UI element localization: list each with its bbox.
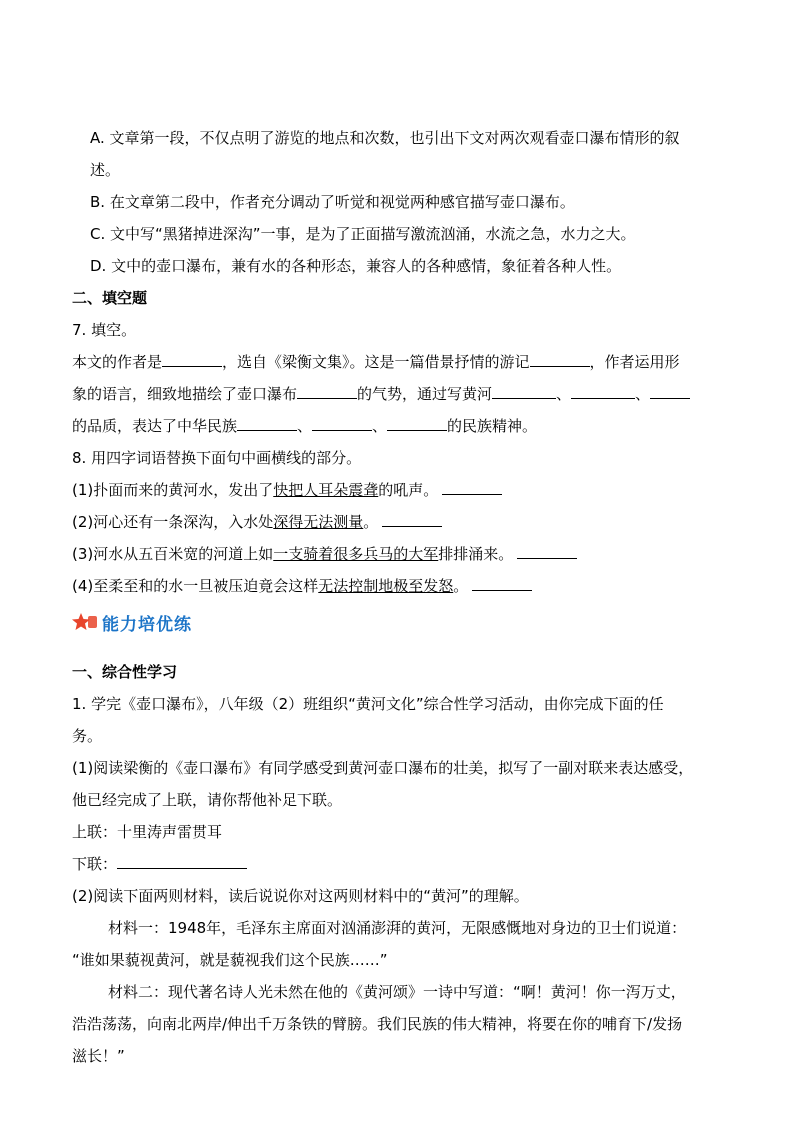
q8-text: (3)河水从五百米宽的河道上如 — [72, 545, 274, 563]
q7-text: 、 — [297, 417, 313, 435]
p1-line1: (1)阅读梁衡的《壶口瀑布》有同学感受到黄河壶口瀑布的壮美，拟写了一副对联来表达感受， — [72, 759, 694, 777]
worksheet-page — [72, 122, 732, 1072]
blank-spirit-2[interactable] — [312, 414, 372, 431]
q1-line2: 务。 — [72, 727, 103, 745]
option-c: C. 文中写“黑猪掉进深沟”一事，是为了正面描写激流汹涌，水流之急，水力之大。 — [90, 225, 636, 243]
option-a-line1: A. 文章第一段，不仅点明了游览的地点和次数，也引出下文对两次观看壶口瀑布情形的叙 — [90, 129, 680, 147]
blank-momentum[interactable] — [297, 382, 357, 399]
q8-sentence-2 — [72, 506, 732, 538]
q7-text: 象的语言，细致地描绘了壶口瀑布 — [72, 385, 298, 403]
q8-underlined: 一支骑着很多兵马的大军 — [273, 545, 439, 563]
q7-line2 — [72, 378, 732, 410]
blank-q8-4[interactable] — [472, 574, 532, 591]
q7-text: 、 — [556, 385, 572, 403]
material1-line2: “谁如果藐视黄河，就是藐视我们这个民族……” — [72, 951, 388, 969]
material1-line1: 材料一：1948年，毛泽东主席面对汹涌澎湃的黄河，无限感慨地对身边的卫士们说道： — [108, 919, 687, 937]
q8-text: 的吼声。 — [378, 481, 439, 499]
blank-quality-3[interactable] — [650, 382, 690, 399]
banner-title: 能力培优练 — [102, 614, 192, 635]
option-a-line2: 述。 — [90, 161, 121, 179]
star-badge-icon — [72, 612, 98, 632]
section-comp-heading: 一、综合性学习 — [72, 663, 178, 681]
blank-quality-1[interactable] — [492, 382, 556, 399]
blank-couplet-lower[interactable] — [117, 852, 247, 869]
q8-title: 8. 用四字词语替换下面句中画横线的部分。 — [72, 449, 362, 467]
q7-text: 的气势，通过写黄河 — [357, 385, 493, 403]
p1-line2: 他已经完成了上联，请你帮他补足下联。 — [72, 791, 343, 809]
p2-line: (2)阅读下面两则材料，读后说说你对这两则材料中的“黄河”的理解。 — [72, 887, 529, 905]
q8-sentence-3 — [72, 538, 732, 570]
material2-line3: 滋长！” — [72, 1047, 125, 1065]
q7-text: 、 — [372, 417, 388, 435]
q8-text: 。 — [453, 577, 469, 595]
q7-title: 7. 填空。 — [72, 321, 137, 339]
q8-text: (1)扑面而来的黄河水，发出了 — [72, 481, 274, 499]
q8-underlined: 深得无法测量 — [273, 513, 364, 531]
blank-author[interactable] — [162, 350, 222, 367]
material2-line2: 浩浩荡荡，向南北两岸/伸出千万条铁的臂膀。我们民族的伟大精神，将要在你的哺育下/发扬 — [72, 1015, 683, 1033]
blank-spirit-3[interactable] — [387, 414, 447, 431]
material2-line1: 材料二：现代著名诗人光未然在他的《黄河颂》一诗中写道：“啊！黄河！你一泻万丈， — [108, 983, 686, 1001]
q7-text: 的民族精神。 — [447, 417, 538, 435]
q8-underlined: 无法控制地极至发怒 — [318, 577, 454, 595]
option-b: B. 在文章第二段中，作者充分调动了听觉和视觉两种感官描写壶口瀑布。 — [90, 193, 575, 211]
q8-text: (2)河心还有一条深沟，入水处 — [72, 513, 274, 531]
q8-text: (4)至柔至和的水一旦被压迫竟会这样 — [72, 577, 319, 595]
blank-genre[interactable] — [530, 350, 590, 367]
blank-q8-2[interactable] — [382, 510, 442, 527]
q7-text: 的品质，表达了中华民族 — [72, 417, 238, 435]
blank-q8-1[interactable] — [442, 478, 502, 495]
q7-text: ，选自《梁衡文集》。这是一篇借景抒情的游记 — [222, 353, 530, 371]
q1-line1: 1. 学完《壶口瀑布》，八年级（2）班组织“黄河文化”综合性学习活动，由你完成下面的任 — [72, 695, 664, 713]
option-d: D. 文中的壶口瀑布，兼有水的各种形态，兼容人的各种感情，象征着各种人性。 — [90, 257, 622, 275]
q7-line1 — [72, 346, 732, 378]
q8-sentence-4 — [72, 570, 732, 602]
couplet-upper: 上联：十里涛声雷贯耳 — [72, 823, 223, 841]
q7-text: 本文的作者是 — [72, 353, 163, 371]
q7-text: 、 — [635, 385, 651, 403]
couplet-lower — [72, 848, 732, 880]
q8-text: 。 — [363, 513, 379, 531]
couplet-lower-label: 下联： — [72, 855, 118, 873]
section-fill-heading: 二、填空题 — [72, 289, 148, 307]
q8-underlined: 快把人耳朵震聋 — [273, 481, 379, 499]
q7-line3 — [72, 410, 732, 442]
blank-spirit-1[interactable] — [237, 414, 297, 431]
q8-text: 排排涌来。 — [438, 545, 514, 563]
blank-quality-2[interactable] — [571, 382, 635, 399]
q7-text: ，作者运用形 — [589, 353, 680, 371]
q8-sentence-1 — [72, 474, 732, 506]
blank-q8-3[interactable] — [517, 542, 577, 559]
section-banner — [72, 604, 732, 640]
